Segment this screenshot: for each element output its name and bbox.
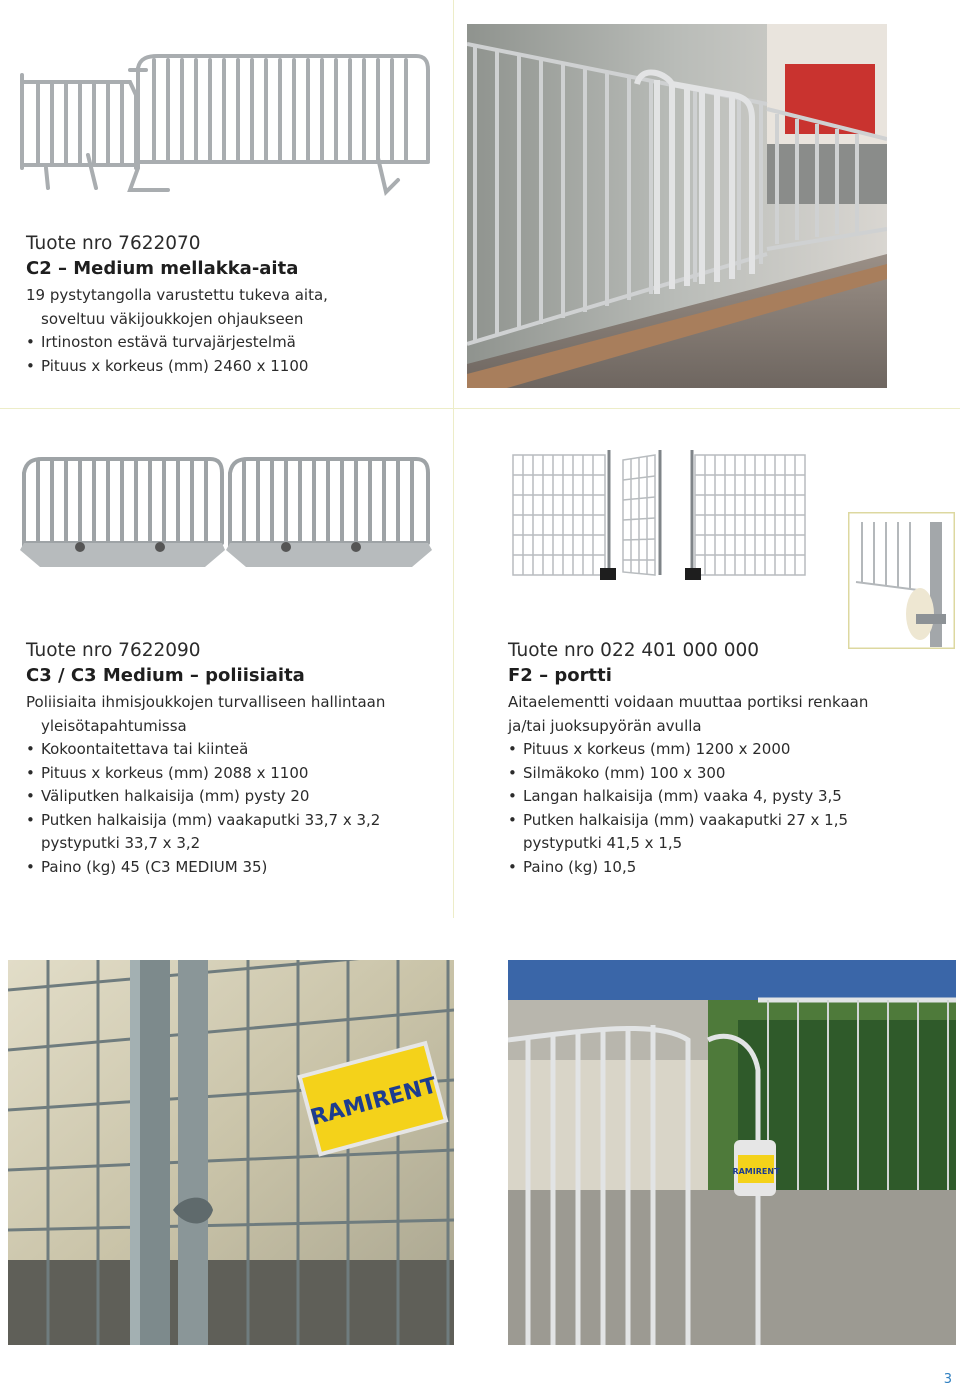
spec-bullet: • Putken halkaisija (mm) vaakaputki 27 x 1,5 xyxy=(508,809,868,833)
description-line: soveltuu väkijoukkojen ohjaukseen xyxy=(41,309,304,328)
f2-gate-image xyxy=(505,440,810,585)
spec-bullet: • Pituus x korkeus (mm) 2088 x 1100 xyxy=(26,762,385,786)
product-f2 xyxy=(508,638,868,879)
description-line: Poliisiaita ihmisjoukkojen turvalliseen hallintaan xyxy=(26,693,386,711)
spec-continuation: pystyputki 41,5 x 1,5 xyxy=(523,834,683,852)
horizontal-divider xyxy=(0,408,960,409)
spec-bullet: • Irtinoston estävä turvajärjestelmä xyxy=(26,331,328,355)
spec-bullet: • Väliputken halkaisija (mm) pysty 20 xyxy=(26,785,385,809)
ramirent-sign-text: RAMIRENT xyxy=(732,1167,780,1176)
product-number: Tuote nro 7622090 xyxy=(26,640,201,661)
spec-bullet: • Silmäkoko (mm) 100 x 300 xyxy=(508,762,868,786)
mesh-fence-sign-photo xyxy=(8,960,454,1345)
spec-bullet: • Paino (kg) 10,5 xyxy=(508,856,868,880)
c2-barrier-image xyxy=(18,40,434,200)
gate-wheel-photo xyxy=(848,512,955,649)
description-line: 19 pystytangolla varustettu tukeva aita, xyxy=(26,286,328,304)
product-name: F2 – portti xyxy=(508,665,612,686)
product-name: C2 – Medium mellakka-aita xyxy=(26,258,299,279)
vertical-divider xyxy=(453,0,454,918)
spec-bullet: • Kokoontaitettava tai kiinteä xyxy=(26,738,385,762)
product-number: Tuote nro 022 401 000 000 xyxy=(508,640,760,661)
page-number: 3 xyxy=(943,1372,952,1387)
street-barrier-photo xyxy=(467,24,887,388)
description-line: yleisötapahtumissa xyxy=(41,716,187,735)
product-c2 xyxy=(26,231,328,378)
product-number: Tuote nro 7622070 xyxy=(26,233,201,254)
description-line: Aitaelementti voidaan muuttaa portiksi renkaan xyxy=(508,693,869,711)
spec-bullet: • Pituus x korkeus (mm) 2460 x 1100 xyxy=(26,355,328,379)
spec-continuation: pystyputki 33,7 x 3,2 xyxy=(41,834,201,852)
spec-bullet: • Pituus x korkeus (mm) 1200 x 2000 xyxy=(508,738,868,762)
product-name: C3 / C3 Medium – poliisiaita xyxy=(26,665,305,686)
description-line: ja/tai juoksupyörän avulla xyxy=(508,716,702,735)
ramirent-sign-text: RAMIRENT xyxy=(307,1073,440,1131)
product-c3 xyxy=(26,638,385,879)
crowd-barrier-sign-photo xyxy=(508,960,956,1345)
spec-bullet: • Putken halkaisija (mm) vaakaputki 33,7 x 3,2 xyxy=(26,809,385,833)
spec-bullet: • Langan halkaisija (mm) vaaka 4, pysty 3,5 xyxy=(508,785,868,809)
c3-barrier-image xyxy=(20,455,435,575)
spec-bullet: • Paino (kg) 45 (C3 MEDIUM 35) xyxy=(26,856,385,880)
